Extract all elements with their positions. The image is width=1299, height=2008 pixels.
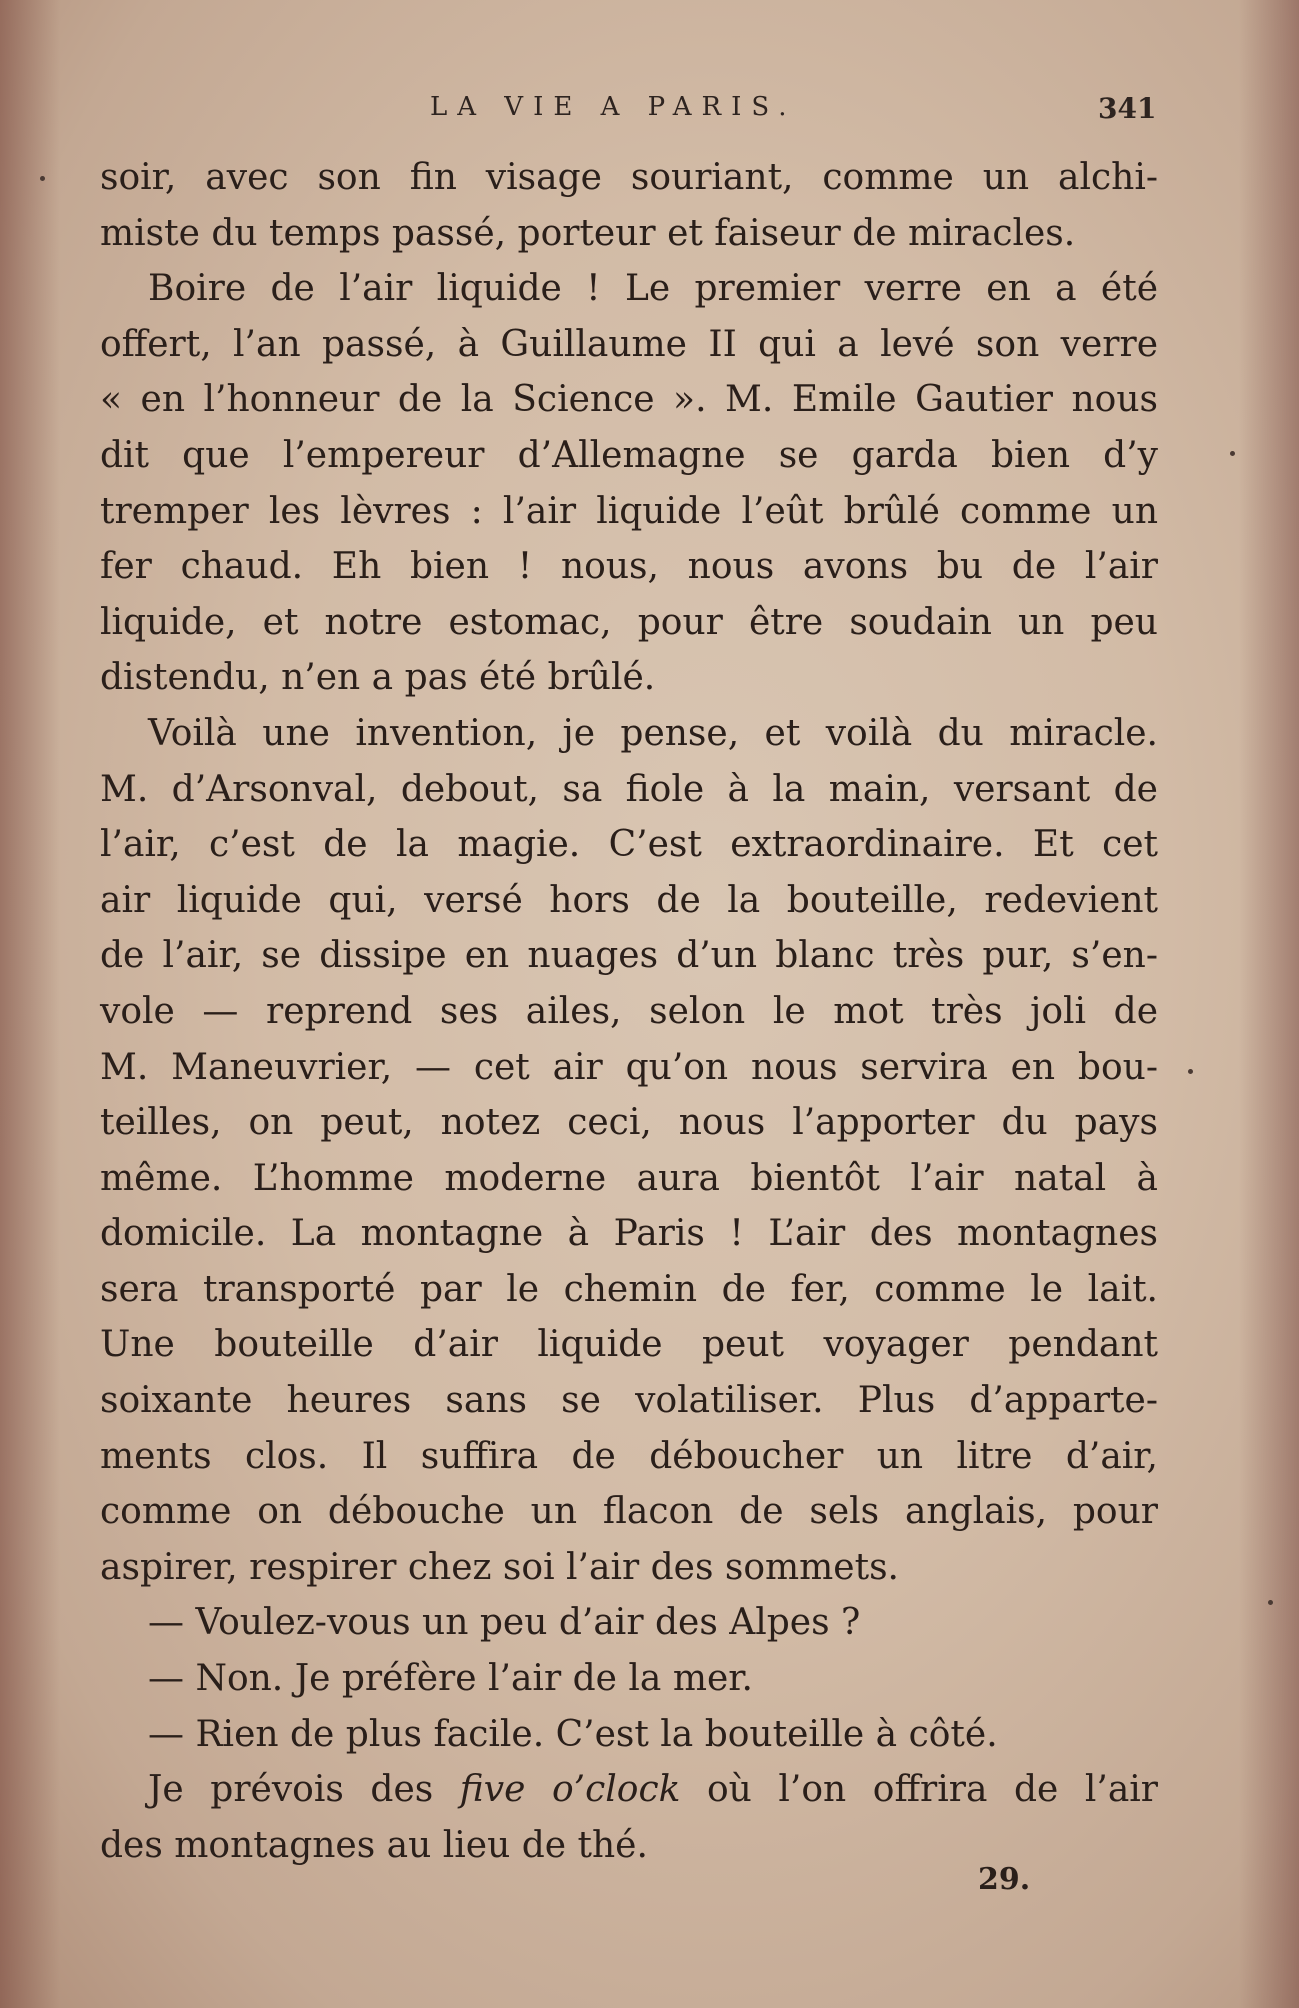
italic-phrase: five o’clock [459,1769,681,1811]
text-line: offert, l’an passé, à Guillaume II qui a levé son verre [100,323,1158,365]
print-speck [40,176,45,181]
text-line: domicile. La montagne à Paris ! L’air des montagnes [100,1213,1158,1255]
text-line: comme on débouche un flacon de sels anglais, pour [100,1491,1158,1533]
text-line: teilles, on peut, notez ceci, nous l’apporter du pays [100,1102,1158,1144]
text-line: air liquide qui, versé hors de la bouteille, redevient [100,879,1158,921]
page-number: 341 [1098,92,1157,125]
dialogue-line: — Rien de plus facile. C’est la bouteille à côté. [148,1713,998,1755]
text-line: fer chaud. Eh bien ! nous, nous avons bu de l’air [100,546,1158,588]
text-line: de l’air, se dissipe en nuages d’un blanc très pur, s’en- [100,935,1158,977]
text-line: M. Maneuvrier, — cet air qu’on nous servira en bou- [100,1046,1158,1088]
body-text [100,150,1158,1873]
text-line: vole — reprend ses ailes, selon le mot très joli de [100,990,1158,1032]
print-speck [1230,451,1235,456]
dialogue-line: — Voulez-vous un peu d’air des Alpes ? [148,1602,861,1644]
paragraph-last-line: distendu, n’en a pas été brûlé. [100,657,656,699]
dialogue-line: — Non. Je préfère l’air de la mer. [148,1658,753,1700]
text-line: liquide, et notre estomac, pour être soudain un peu [100,601,1158,643]
text-line: M. d’Arsonval, debout, sa fiole à la main, versant de [100,768,1158,810]
text-line: sera transporté par le chemin de fer, comme le lait. [100,1268,1158,1310]
paragraph-first-line: Voilà une invention, je pense, et voilà du miracle. [148,712,1158,754]
closing-text-before: Je prévois des [148,1769,460,1811]
print-speck [1268,1600,1273,1605]
text-line: soixante heures sans se volatiliser. Plus d’apparte- [100,1380,1158,1422]
text-line: dit que l’empereur d’Allemagne se garda bien d’y [100,434,1158,476]
text-line: tremper les lèvres : l’air liquide l’eût brûlé comme un [100,490,1158,532]
text-line: même. L’homme moderne aura bientôt l’air natal à [100,1157,1158,1199]
paragraph-last-line: aspirer, respirer chez soi l’air des sommets. [100,1546,899,1588]
paragraph-first-line: Boire de l’air liquide ! Le premier verre en a été [148,268,1158,310]
text-line: Une bouteille d’air liquide peut voyager pendant [100,1324,1158,1366]
text-line: ments clos. Il suffira de déboucher un litre d’air, [100,1435,1158,1477]
signature-mark: 29. [978,1862,1031,1897]
closing-text-after: où l’on offrira de l’air [680,1769,1159,1811]
running-title: LA VIE A PARIS. [430,92,797,122]
text-line: miste du temps passé, porteur et faiseur de miracles. [100,212,1076,254]
text-line: l’air, c’est de la magie. C’est extraordinaire. Et cet [100,824,1158,866]
text-line: soir, avec son fin visage souriant, comme un alchi- [100,157,1158,198]
text-line: « en l’honneur de la Science ». M. Emile Gautier nous [100,379,1158,421]
page-gutter-shadow [0,0,60,2008]
running-head [0,92,1299,132]
paragraph-first-line [100,1762,1158,1818]
print-speck [1188,1069,1193,1074]
page-edge-shadow [1239,0,1299,2008]
paragraph-last-line: des montagnes au lieu de thé. [100,1824,648,1866]
